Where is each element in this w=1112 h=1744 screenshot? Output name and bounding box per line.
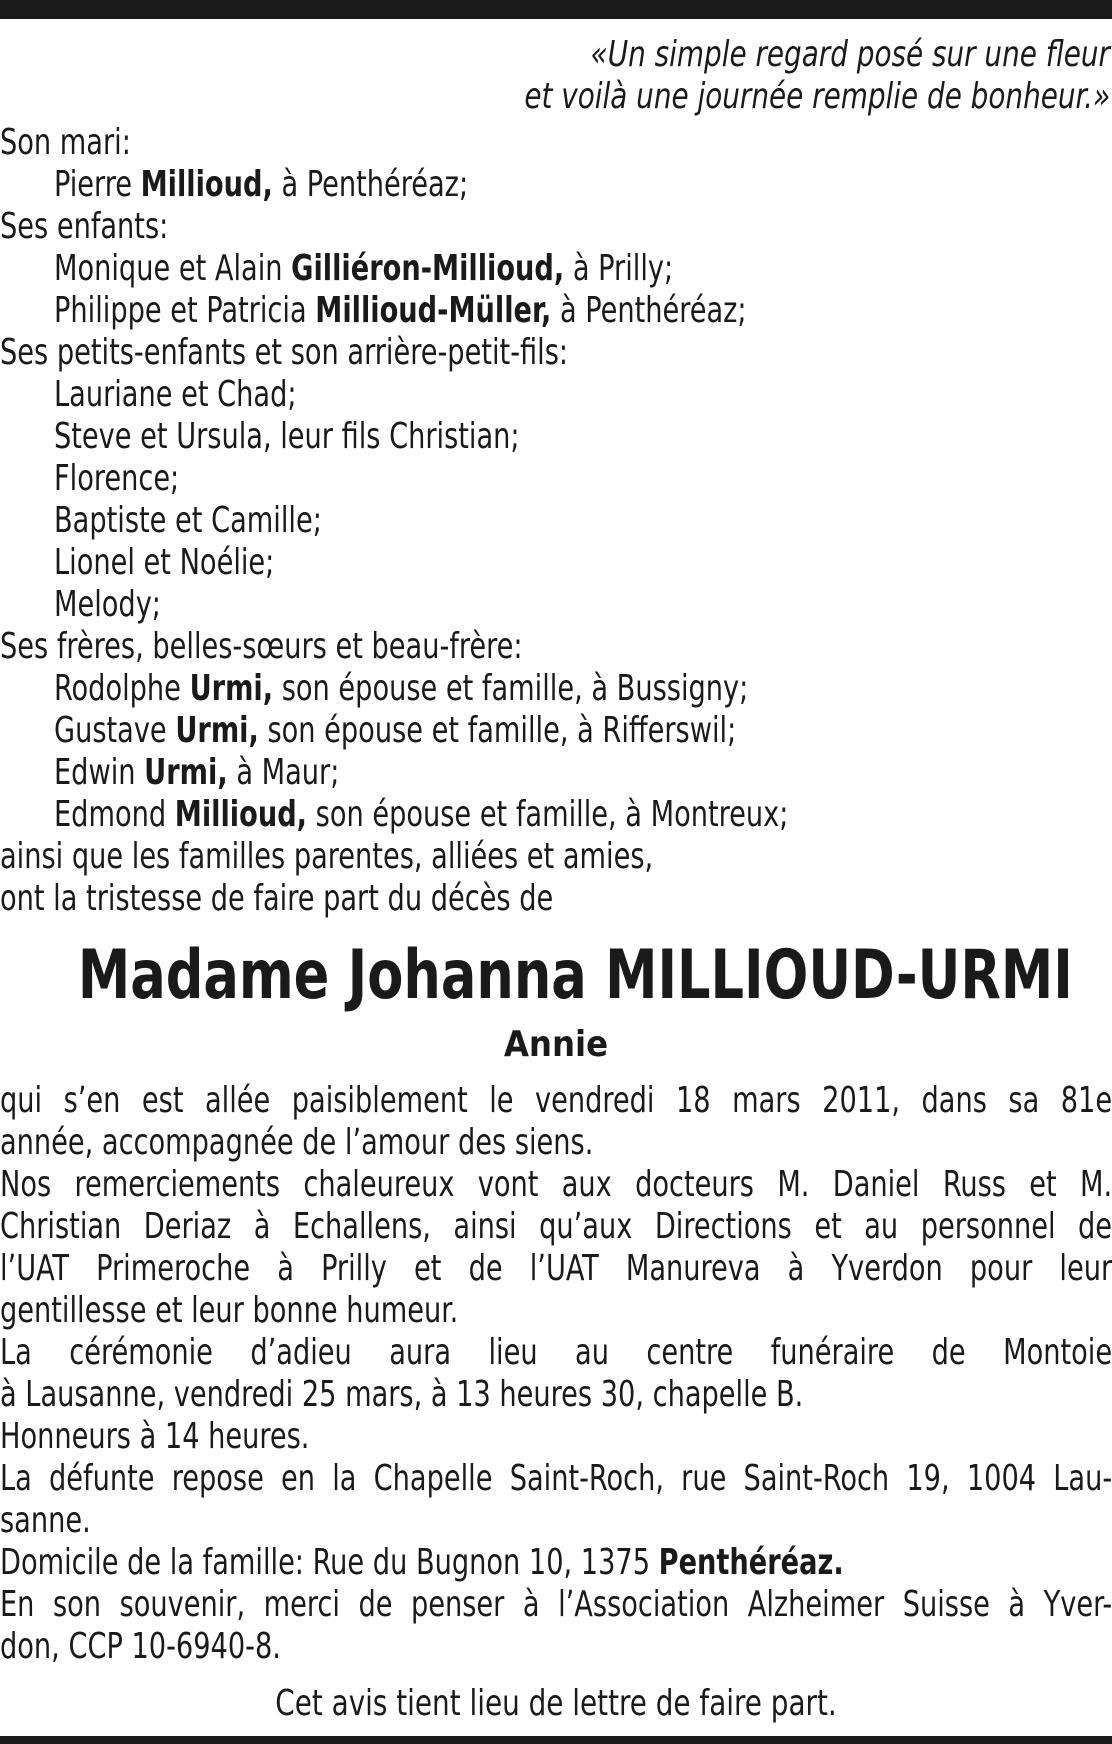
word: à (522, 1584, 540, 1625)
word: vendredi (535, 1080, 655, 1121)
word: qu’aux (539, 1206, 633, 1247)
grandchild-entry: Florence; (54, 458, 180, 499)
word: centre (646, 1332, 734, 1373)
grandchild-entry: Baptiste et Camille; (54, 500, 322, 541)
word: défunte (49, 1458, 155, 1499)
word: au (575, 1332, 609, 1373)
word: Yverdon (831, 1248, 943, 1289)
word: mars (732, 1080, 801, 1121)
word: souvenir, (119, 1584, 246, 1625)
word: de (358, 1584, 393, 1625)
word: lieu (488, 1332, 538, 1373)
justified-line (0, 1206, 1112, 1248)
word: 81e (1060, 1080, 1112, 1121)
word: de (931, 1332, 966, 1373)
grandchildren-label: Ses petits-enfants et son arrière-petit-fils: (0, 332, 569, 373)
word: La (0, 1458, 32, 1499)
word: leur (1059, 1248, 1112, 1289)
word: son (52, 1584, 102, 1625)
word: en (281, 1458, 316, 1499)
word: Echallens, (292, 1206, 431, 1247)
word: s’en (63, 1080, 121, 1121)
word: remerciements (74, 1164, 281, 1205)
relatives-line: ainsi que les familles parentes, alliées et amies, (0, 836, 654, 877)
word: Saint-Roch, (509, 1458, 664, 1499)
word: de (468, 1248, 503, 1289)
word: à (787, 1248, 805, 1289)
husband-entry: Pierre Millioud, à Penthéréaz; (54, 164, 469, 205)
word: au (864, 1206, 899, 1247)
word: merci (263, 1584, 340, 1625)
word: Lau- (1053, 1458, 1112, 1499)
justified-line (0, 1248, 1112, 1290)
body-text (0, 1080, 1112, 1668)
justified-line (0, 1458, 1112, 1500)
siblings-label: Ses frères, belles-sœurs et beau-frère: (0, 626, 523, 667)
closing-note: Cet avis tient lieu de lettre de faire part. (275, 1683, 837, 1724)
word: Alzheimer (747, 1584, 885, 1625)
husband-label: Son mari: (0, 122, 131, 163)
word: 18 (676, 1080, 711, 1121)
word: et (1029, 1164, 1057, 1205)
child-entry: Philippe et Patricia Millioud-Müller, à Penthéréaz; (54, 290, 747, 331)
epigraph-line-1: «Un simple regard posé sur une fleur (590, 34, 1110, 75)
word: et (814, 1206, 842, 1247)
word: M. (777, 1164, 810, 1205)
word: l’UAT (0, 1248, 69, 1289)
word: pour (969, 1248, 1033, 1289)
word: funéraire (770, 1332, 895, 1373)
word: dans (921, 1080, 987, 1121)
word: aux (561, 1164, 612, 1205)
word: cérémonie (69, 1332, 213, 1373)
word: le (489, 1080, 514, 1121)
children-label: Ses enfants: (0, 206, 169, 247)
word: 1004 (966, 1458, 1037, 1499)
word: 19, (906, 1458, 950, 1499)
word: Nos (0, 1164, 52, 1205)
justified-line (0, 1584, 1112, 1626)
word: Prilly (321, 1248, 387, 1289)
word: rue (681, 1458, 727, 1499)
word: l’UAT (529, 1248, 599, 1289)
child-entry: Monique et Alain Gilliéron-Millioud, à Prilly; (54, 248, 674, 289)
deceased-nickname: Annie (503, 1024, 609, 1065)
word: à (277, 1248, 294, 1289)
text-line: don, CCP 10-6940-8. (0, 1626, 281, 1667)
word: Saint-Roch (743, 1458, 890, 1499)
sibling-entry: Gustave Urmi, son épouse et famille, à Rifferswil; (54, 710, 737, 751)
domicile-line: Domicile de la famille: Rue du Bugnon 10, 1375 Penthéréaz. (0, 1542, 844, 1583)
word: sa (1008, 1080, 1040, 1121)
word: allée (204, 1080, 271, 1121)
word: repose (171, 1458, 264, 1499)
grandchild-entry: Lionel et Noélie; (54, 542, 275, 583)
word: Montoie (1003, 1332, 1112, 1373)
word: Daniel (832, 1164, 920, 1205)
text-line: à Lausanne, vendredi 25 mars, à 13 heures 30, chapelle B. (0, 1374, 804, 1415)
word: l’Association (558, 1584, 730, 1625)
justified-line (0, 1332, 1112, 1374)
word: Suisse (902, 1584, 990, 1625)
word: est (141, 1080, 184, 1121)
top-rule (0, 0, 1112, 19)
word: de (1078, 1206, 1112, 1247)
grandchild-entry: Lauriane et Chad; (54, 374, 297, 415)
word: et (414, 1248, 442, 1289)
deceased-name: Madame Johanna MILLIOUD-URMI (77, 936, 1073, 1015)
word: qui (0, 1080, 43, 1121)
word: M. (1080, 1164, 1112, 1205)
text-line: Honneurs à 14 heures. (0, 1416, 310, 1457)
text-line: année, accompagnée de l’amour des siens. (0, 1122, 594, 1163)
word: à (253, 1206, 271, 1247)
grandchild-entry: Steve et Ursula, leur fils Christian; (54, 416, 520, 457)
word: Russ (942, 1164, 1006, 1205)
text-line: gentillesse et leur bonne humeur. (0, 1290, 459, 1331)
sibling-entry: Rodolphe Urmi, son épouse et famille, à Bussigny; (54, 668, 749, 709)
sibling-entry: Edmond Millioud, son épouse et famille, à Montreux; (54, 794, 789, 835)
word: à (1008, 1584, 1026, 1625)
word: Manureva (625, 1248, 761, 1289)
epigraph-line-2: et voilà une journée remplie de bonheur.» (524, 76, 1110, 117)
word: Yver- (1043, 1584, 1112, 1625)
word: La (0, 1332, 32, 1373)
announcement-line: ont la tristesse de faire part du décès de (0, 878, 554, 919)
text-line: sanne. (0, 1500, 91, 1541)
word: Deriaz (143, 1206, 232, 1247)
word: Christian (0, 1206, 122, 1247)
word: la (332, 1458, 357, 1499)
word: Chapelle (373, 1458, 493, 1499)
word: aura (389, 1332, 452, 1373)
word: d’adieu (250, 1332, 352, 1373)
word: Directions (654, 1206, 792, 1247)
sibling-entry: Edwin Urmi, à Maur; (54, 752, 340, 793)
word: vont (477, 1164, 539, 1205)
word: ainsi (453, 1206, 517, 1247)
word: penser (410, 1584, 505, 1625)
bottom-rule (0, 1736, 1112, 1744)
grandchild-entry: Melody; (54, 584, 161, 625)
word: Primeroche (96, 1248, 251, 1289)
justified-line (0, 1080, 1112, 1122)
word: En (0, 1584, 35, 1625)
word: personnel (920, 1206, 1056, 1247)
justified-line (0, 1164, 1112, 1206)
word: paisiblement (291, 1080, 468, 1121)
word: docteurs (635, 1164, 754, 1205)
word: chaleureux (303, 1164, 455, 1205)
word: 2011, (822, 1080, 901, 1121)
